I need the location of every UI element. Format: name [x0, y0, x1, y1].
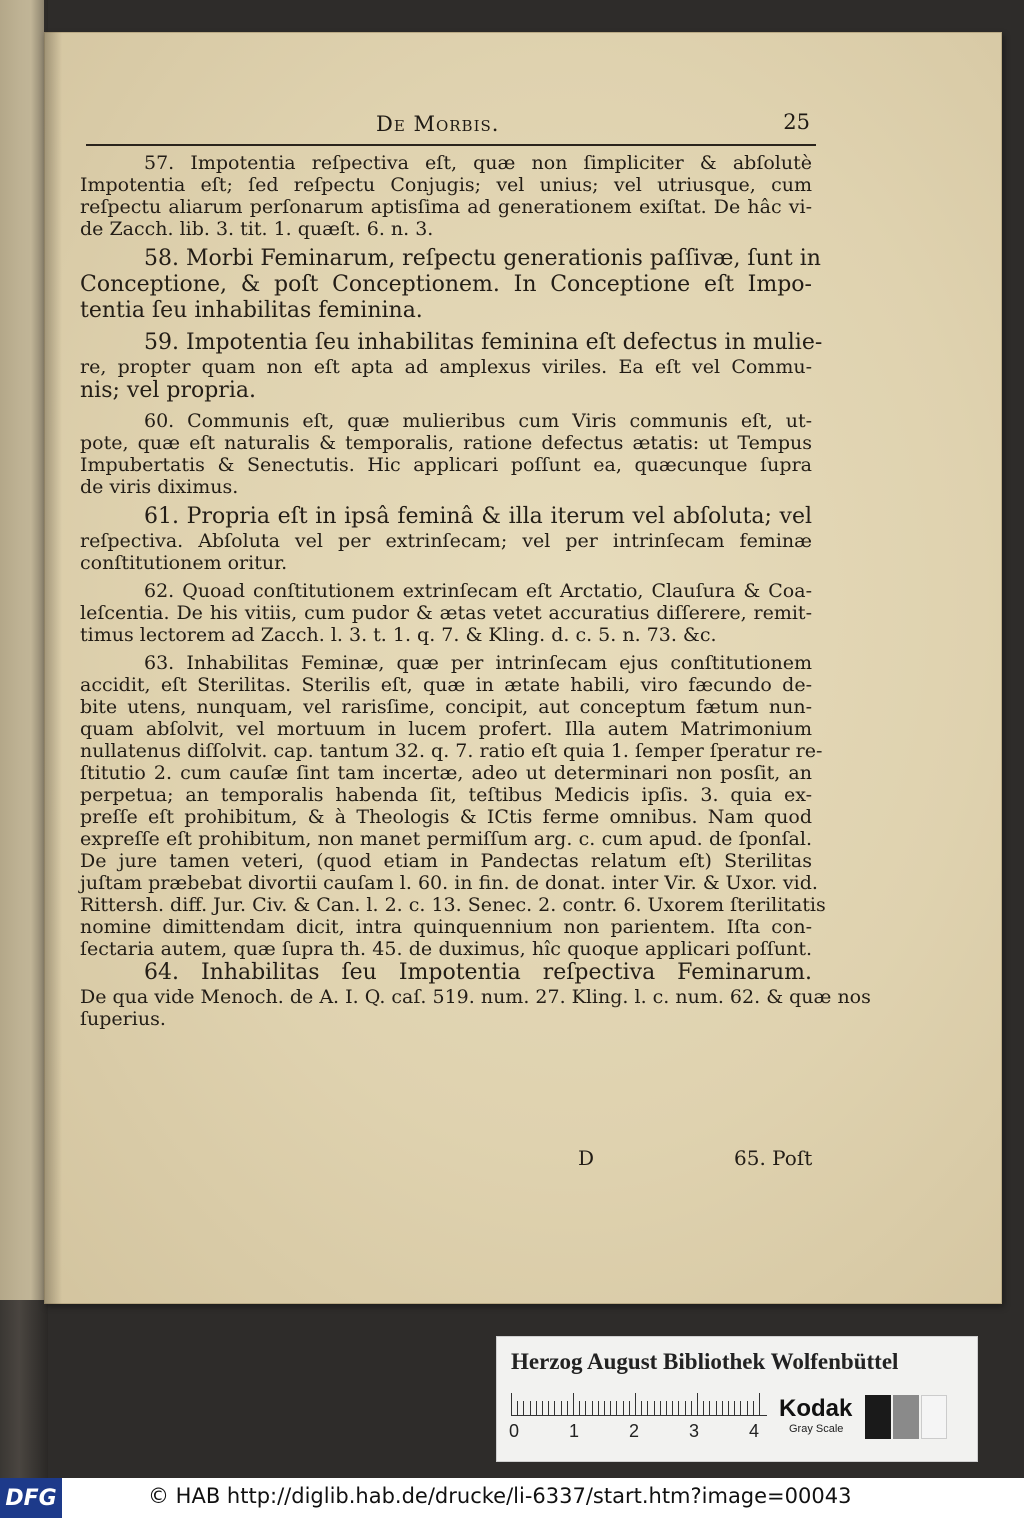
page-number: 25	[783, 110, 810, 134]
text-line: 61. Propria eſt in ipsâ feminâ & illa iterum vel abſoluta; vel	[144, 504, 812, 529]
text-line: re, propter quam non eſt apta ad amplexus viriles. Ea eſt vel Commu-	[80, 356, 812, 378]
gray-swatch-light	[921, 1395, 947, 1439]
ruler-number: 4	[749, 1421, 760, 1441]
gray-swatch-dark	[865, 1395, 891, 1439]
ruler-number: 2	[629, 1421, 640, 1441]
kodak-logo: Kodak	[779, 1395, 853, 1422]
page-header	[80, 108, 816, 148]
ruler-tick	[530, 1401, 531, 1415]
library-color-card	[496, 1336, 978, 1462]
signature-mark: D	[578, 1146, 595, 1170]
ruler-tick	[728, 1401, 729, 1415]
text-line: Conceptione, & poſt Conceptionem. In Conceptione eſt Impo-	[80, 272, 812, 297]
text-line: Impubertatis & Senectutis. Hic applicari poſſunt ea, quæcunque ſupra	[80, 454, 812, 476]
ruler-tick	[759, 1393, 760, 1415]
text-line: timus lectorem ad Zacch. l. 3. t. 1. q. 7. & Kling. d. c. 5. n. 73. &c.	[80, 624, 717, 646]
ruler-tick	[703, 1401, 704, 1415]
ruler-tick	[635, 1393, 636, 1415]
gray-swatch-mid	[893, 1395, 919, 1439]
ruler-tick	[685, 1401, 686, 1415]
ruler-number: 3	[689, 1421, 700, 1441]
text-line: preſſe eſt prohibitum, & à Theologis & ICtis ferme omnibus. Nam quod	[80, 806, 812, 828]
ruler-tick	[691, 1401, 692, 1415]
ruler-tick	[740, 1401, 741, 1415]
text-line: 59. Impotentia ſeu inhabilitas feminina eſt defectus in mulie-	[144, 330, 823, 355]
gutter-shadow	[44, 32, 62, 1304]
text-line: nomine dimittendam dicit, intra quinquennium non parientem. Iſta con-	[80, 916, 812, 938]
ruler-numbers	[497, 1421, 767, 1441]
ruler-tick	[511, 1393, 512, 1415]
text-line: perpetua; an temporalis habenda ſit, teſtibus Medicis ipſis. 3. quia ex-	[80, 784, 812, 806]
ruler-tick	[672, 1401, 673, 1415]
text-line: quam abſolvit, vel mortuum in lucem profert. Illa autem Matrimonium	[80, 718, 812, 740]
ruler-tick	[722, 1401, 723, 1415]
text-line: 60. Communis eſt, quæ mulieribus cum Viris communis eſt, ut-	[144, 410, 812, 432]
text-line: de viris diximus.	[80, 476, 239, 498]
dfg-logo[interactable]: DFG	[0, 1478, 62, 1518]
text-line: 64. Inhabilitas ſeu Impotentia reſpectiva Feminarum.	[144, 960, 812, 985]
text-line: juſtam præbebat divortii cauſam l. 60. in fin. de donat. inter Vir. & Uxor. vid.	[80, 872, 818, 894]
text-line: reſpectu aliarum perſonarum aptisſima ad generationem exiſtat. De hâc vi-	[80, 196, 812, 218]
text-line: leſcentia. De his vitiis, cum pudor & ætas vetet accuratius diſſerere, remit-	[80, 602, 812, 624]
text-line: Rittersh. diff. Jur. Civ. & Can. l. 2. c. 13. Senec. 2. contr. 6. Uxorem ſterilitatis	[80, 894, 826, 916]
text-line: 57. Impotentia reſpectiva eſt, quæ non ſimpliciter & abſolutè	[144, 152, 812, 174]
text-line: ſectaria autem, quæ ſupra th. 45. de duximus, hîc quoque applicari poſſunt.	[80, 938, 812, 960]
text-line: nis; vel propria.	[80, 378, 256, 403]
header-rule	[86, 144, 816, 146]
text-line: de Zacch. lib. 3. tit. 1. quæſt. 6. n. 3.	[80, 218, 434, 240]
ruler-tick	[647, 1401, 648, 1415]
ruler-tick	[616, 1401, 617, 1415]
running-title: De Morbis.	[376, 112, 500, 136]
text-line: 63. Inhabilitas Feminæ, quæ per intrinſecam ejus conſtitutionem	[144, 652, 812, 674]
ruler-tick	[654, 1401, 655, 1415]
ruler-tick	[598, 1401, 599, 1415]
text-line: bite utens, nunquam, vel rarisſime, concipit, aut conceptum fætum nun-	[80, 696, 812, 718]
text-line: tentia ſeu inhabilitas feminina.	[80, 298, 423, 323]
text-line: De qua vide Menoch. de A. I. Q. caſ. 519. num. 27. Kling. l. c. num. 62. & quæ nos	[80, 986, 871, 1008]
ruler-tick	[666, 1401, 667, 1415]
ruler-tick	[517, 1401, 518, 1415]
ruler-tick	[523, 1401, 524, 1415]
ruler-tick	[716, 1401, 717, 1415]
ruler-tick	[629, 1401, 630, 1415]
catchword: 65. Poſt	[734, 1146, 813, 1170]
text-line: expreſſe eſt prohibitum, non manet permiſſum arg. c. cum apud. de ſponſal.	[80, 828, 812, 850]
ruler-tick	[610, 1401, 611, 1415]
ruler-tick	[592, 1401, 593, 1415]
text-line: ſuperius.	[80, 1008, 166, 1030]
ruler-number: 0	[509, 1421, 520, 1441]
ruler-tick	[585, 1401, 586, 1415]
adjacent-page-edge	[0, 0, 44, 1300]
text-line: 62. Quoad conſtitutionem extrinſecam eſt Arctatio, Clauſura & Coa-	[144, 580, 812, 602]
text-line: De jure tamen veteri, (quod etiam in Pandectas relatum eſt) Sterilitas	[80, 850, 812, 872]
text-line: accidit, eſt Sterilitas. Sterilis eſt, quæ in ætate habili, viro fæcundo de-	[80, 674, 812, 696]
ruler-tick	[554, 1401, 555, 1415]
ruler-tick	[542, 1401, 543, 1415]
ruler-tick	[548, 1401, 549, 1415]
text-line: Impotentia eſt; ſed reſpectu Conjugis; vel unius; vel utriusque, cum	[80, 174, 812, 196]
ruler-tick	[579, 1401, 580, 1415]
ruler-tick	[623, 1401, 624, 1415]
text-line: conſtitutionem oritur.	[80, 552, 288, 574]
text-line: nullatenus diſſolvit. cap. tantum 32. q. 7. ratio eſt quia 1. ſemper ſperatur re-	[80, 740, 823, 762]
ruler-tick	[709, 1401, 710, 1415]
library-title: Herzog August Bibliothek Wolfenbüttel	[511, 1349, 899, 1374]
ruler-tick	[567, 1401, 568, 1415]
ruler-tick	[641, 1401, 642, 1415]
ruler-tick	[561, 1401, 562, 1415]
gray-scale-label: Gray Scale	[789, 1423, 844, 1435]
copyright-text: © HAB http://diglib.hab.de/drucke/li-6337/start.htm?image=00043	[148, 1484, 852, 1508]
ruler-tick	[734, 1401, 735, 1415]
text-line: reſpectiva. Abſoluta vel per extrinſecam; vel per intrinſecam feminæ	[80, 530, 812, 552]
ruler-tick	[573, 1393, 574, 1415]
ruler-tick	[536, 1401, 537, 1415]
text-line: 58. Morbi Feminarum, reſpectu generationis paſſivæ, ſunt in	[144, 246, 821, 271]
text-line: pote, quæ eſt naturalis & temporalis, ratione defectus ætatis: ut Tempus	[80, 432, 812, 454]
copyright-bar	[0, 1478, 1024, 1518]
ruler-tick	[678, 1401, 679, 1415]
ruler-tick	[747, 1401, 748, 1415]
ruler-tick	[604, 1401, 605, 1415]
ruler-tick	[697, 1393, 698, 1415]
body-text	[80, 152, 871, 1036]
ruler-tick	[660, 1401, 661, 1415]
ruler-number: 1	[569, 1421, 580, 1441]
text-line: ſtitutio 2. cum cauſæ ſint tam incertæ, adeo ut determinari non posſit, an	[80, 762, 812, 784]
ruler-baseline	[511, 1415, 767, 1416]
ruler-tick	[753, 1401, 754, 1415]
